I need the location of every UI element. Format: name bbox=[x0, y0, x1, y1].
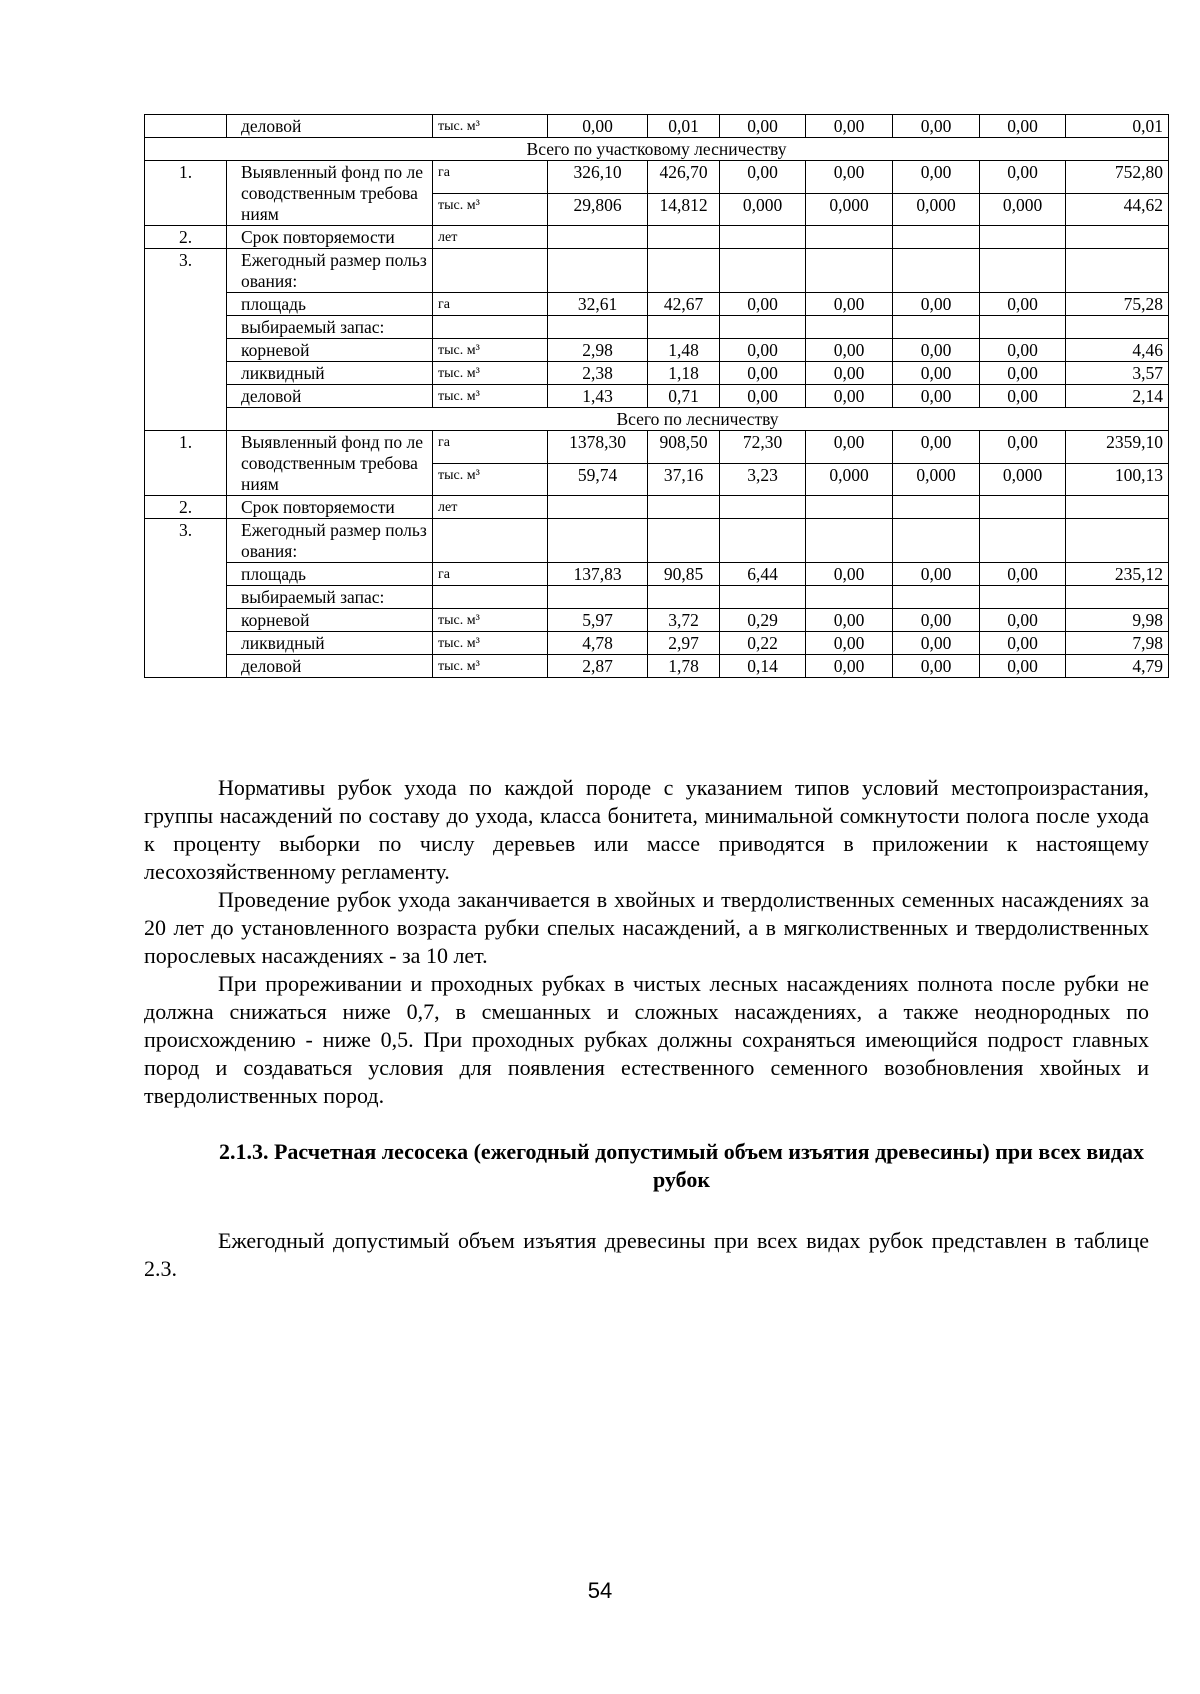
value-cell: 4,79 bbox=[1066, 655, 1169, 678]
value-cell: 908,50 bbox=[648, 431, 720, 464]
empty-cell bbox=[648, 226, 720, 249]
value-cell: 2,98 bbox=[548, 339, 648, 362]
empty-cell bbox=[548, 586, 648, 609]
empty-cell bbox=[648, 519, 720, 563]
section-title: Всего по участковому лесничеству bbox=[145, 138, 1169, 161]
value-cell: 0,00 bbox=[980, 385, 1066, 408]
table-row bbox=[145, 496, 1169, 519]
row-index: 3. bbox=[145, 519, 227, 678]
empty-cell bbox=[145, 115, 227, 138]
empty-cell bbox=[720, 226, 806, 249]
table-row bbox=[145, 431, 1169, 464]
value-cell: 9,98 bbox=[1066, 609, 1169, 632]
value-cell: 0,00 bbox=[720, 293, 806, 316]
row-index: 2. bbox=[145, 226, 227, 249]
value-cell: 0,00 bbox=[806, 115, 893, 138]
empty-cell bbox=[1066, 249, 1169, 293]
value-cell: 7,98 bbox=[1066, 632, 1169, 655]
value-cell: 0,01 bbox=[648, 115, 720, 138]
value-cell: 0,00 bbox=[980, 339, 1066, 362]
value-cell: 0,000 bbox=[806, 463, 893, 496]
empty-cell bbox=[806, 586, 893, 609]
page-number: 54 bbox=[587, 1578, 613, 1603]
section-title: Всего по лесничеству bbox=[227, 408, 1169, 431]
value-cell: 0,00 bbox=[980, 115, 1066, 138]
table-row bbox=[145, 586, 1169, 609]
row-label: Срок повторяемости bbox=[227, 226, 433, 249]
row-index: 2. bbox=[145, 496, 227, 519]
table-row bbox=[145, 655, 1169, 678]
value-cell: 32,61 bbox=[548, 293, 648, 316]
empty-cell bbox=[648, 249, 720, 293]
unit-cell: лет bbox=[433, 496, 548, 519]
value-cell: 426,70 bbox=[648, 161, 720, 194]
empty-cell bbox=[548, 316, 648, 339]
empty-cell bbox=[648, 586, 720, 609]
value-cell: 2359,10 bbox=[1066, 431, 1169, 464]
value-cell: 0,00 bbox=[806, 431, 893, 464]
value-cell: 0,00 bbox=[980, 362, 1066, 385]
unit-cell: тыс. м³ bbox=[433, 362, 548, 385]
empty-cell bbox=[980, 519, 1066, 563]
unit-cell: га bbox=[433, 431, 548, 464]
row-label: ликвидный bbox=[227, 632, 433, 655]
row-label: Ежегодный размер пользования: bbox=[227, 519, 433, 563]
empty-cell bbox=[648, 316, 720, 339]
value-cell: 0,00 bbox=[893, 339, 980, 362]
value-cell: 3,57 bbox=[1066, 362, 1169, 385]
paragraph-annual-volume: Ежегодный допустимый объем изъятия древесины при всех видах рубок представлен в таблице 2.3. bbox=[144, 1228, 1149, 1281]
empty-cell bbox=[893, 496, 980, 519]
value-cell: 0,29 bbox=[720, 609, 806, 632]
value-cell: 44,62 bbox=[1066, 193, 1169, 226]
empty-cell bbox=[1066, 316, 1169, 339]
value-cell: 0,00 bbox=[893, 431, 980, 464]
table-row bbox=[145, 609, 1169, 632]
unit-cell: га bbox=[433, 563, 548, 586]
empty-cell bbox=[720, 249, 806, 293]
value-cell: 0,00 bbox=[806, 385, 893, 408]
value-cell: 6,44 bbox=[720, 563, 806, 586]
value-cell: 0,00 bbox=[980, 293, 1066, 316]
section-header-row bbox=[145, 138, 1169, 161]
value-cell: 90,85 bbox=[648, 563, 720, 586]
value-cell: 5,97 bbox=[548, 609, 648, 632]
table-body bbox=[145, 115, 1169, 678]
value-cell: 1,18 bbox=[648, 362, 720, 385]
value-cell: 0,00 bbox=[720, 115, 806, 138]
unit-cell: тыс. м³ bbox=[433, 632, 548, 655]
empty-cell bbox=[893, 586, 980, 609]
empty-cell bbox=[548, 496, 648, 519]
value-cell: 0,00 bbox=[980, 161, 1066, 194]
value-cell: 0,00 bbox=[720, 362, 806, 385]
unit-cell: тыс. м³ bbox=[433, 609, 548, 632]
value-cell: 2,38 bbox=[548, 362, 648, 385]
empty-cell bbox=[980, 249, 1066, 293]
empty-cell bbox=[893, 519, 980, 563]
value-cell: 14,812 bbox=[648, 193, 720, 226]
unit-cell: га bbox=[433, 161, 548, 194]
empty-cell bbox=[806, 519, 893, 563]
value-cell: 0,00 bbox=[893, 655, 980, 678]
value-cell: 326,10 bbox=[548, 161, 648, 194]
unit-cell: тыс. м³ bbox=[433, 463, 548, 496]
table-row bbox=[145, 293, 1169, 316]
value-cell: 72,30 bbox=[720, 431, 806, 464]
section-heading: 2.1.3. Расчетная лесосека (ежегодный допустимый объем изъятия древесины) при всех видах рубок bbox=[218, 1139, 1145, 1192]
table-row bbox=[145, 161, 1169, 194]
value-cell: 3,23 bbox=[720, 463, 806, 496]
value-cell: 100,13 bbox=[1066, 463, 1169, 496]
empty-cell bbox=[806, 496, 893, 519]
value-cell: 0,00 bbox=[806, 362, 893, 385]
empty-cell bbox=[433, 249, 548, 293]
value-cell: 0,000 bbox=[893, 193, 980, 226]
value-cell: 0,00 bbox=[893, 161, 980, 194]
value-cell: 1,48 bbox=[648, 339, 720, 362]
value-cell: 2,97 bbox=[648, 632, 720, 655]
section-header-row bbox=[145, 408, 1169, 431]
value-cell: 29,806 bbox=[548, 193, 648, 226]
empty-cell bbox=[548, 249, 648, 293]
unit-cell: тыс. м³ bbox=[433, 385, 548, 408]
value-cell: 2,14 bbox=[1066, 385, 1169, 408]
value-cell: 0,00 bbox=[720, 385, 806, 408]
value-cell: 0,00 bbox=[720, 339, 806, 362]
empty-cell bbox=[806, 249, 893, 293]
value-cell: 37,16 bbox=[648, 463, 720, 496]
value-cell: 0,00 bbox=[893, 385, 980, 408]
paragraph-completion: Проведение рубок ухода заканчивается в хвойных и твердолиственных семенных насаждениях за 20 лет до установленного возраста рубки спелых насаждений, а в мягколиственных и твердолиственных порослевых насаждениях - за 10 лет. bbox=[144, 887, 1149, 968]
value-cell: 2,87 bbox=[548, 655, 648, 678]
empty-cell bbox=[433, 586, 548, 609]
empty-cell bbox=[720, 586, 806, 609]
table-row bbox=[145, 519, 1169, 563]
empty-cell bbox=[980, 496, 1066, 519]
value-cell: 0,00 bbox=[893, 609, 980, 632]
value-cell: 1,78 bbox=[648, 655, 720, 678]
empty-cell bbox=[720, 519, 806, 563]
value-cell: 0,000 bbox=[720, 193, 806, 226]
logging-table bbox=[144, 114, 1169, 678]
value-cell: 0,00 bbox=[806, 563, 893, 586]
row-index: 1. bbox=[145, 161, 227, 226]
empty-cell bbox=[980, 226, 1066, 249]
empty-cell bbox=[1066, 496, 1169, 519]
empty-cell bbox=[806, 226, 893, 249]
value-cell: 0,00 bbox=[893, 563, 980, 586]
value-cell: 0,00 bbox=[980, 655, 1066, 678]
empty-cell bbox=[720, 316, 806, 339]
value-cell: 0,01 bbox=[1066, 115, 1169, 138]
paragraph-thinning: При прореживании и проходных рубках в чистых лесных насаждениях полнота после рубки не должна снижаться ниже 0,7, в смешанных и сложных насаждениях, а также неоднородных по происхождению - ниже 0,5. При проходных рубках должны сохраняться имеющийся подрост главных пород и создаваться условия для появления естественного семенного возобновления хвойных и твердолиственных пород. bbox=[144, 971, 1149, 1108]
value-cell: 1378,30 bbox=[548, 431, 648, 464]
empty-cell bbox=[433, 519, 548, 563]
value-cell: 0,000 bbox=[980, 193, 1066, 226]
value-cell: 0,00 bbox=[980, 609, 1066, 632]
row-index: 1. bbox=[145, 431, 227, 496]
row-label: Выявленный фонд по лесоводственным требованиям bbox=[227, 161, 433, 226]
value-cell: 0,00 bbox=[806, 632, 893, 655]
value-cell: 75,28 bbox=[1066, 293, 1169, 316]
table-row bbox=[145, 563, 1169, 586]
value-cell: 0,22 bbox=[720, 632, 806, 655]
row-label: деловой bbox=[227, 385, 433, 408]
empty-cell bbox=[980, 316, 1066, 339]
empty-cell bbox=[1066, 226, 1169, 249]
value-cell: 0,000 bbox=[893, 463, 980, 496]
value-cell: 3,72 bbox=[648, 609, 720, 632]
empty-cell bbox=[548, 519, 648, 563]
unit-cell: га bbox=[433, 293, 548, 316]
row-label: Выявленный фонд по лесоводственным требованиям bbox=[227, 431, 433, 496]
empty-cell bbox=[806, 316, 893, 339]
table-row bbox=[145, 632, 1169, 655]
value-cell: 0,000 bbox=[980, 463, 1066, 496]
value-cell: 0,00 bbox=[893, 632, 980, 655]
value-cell: 0,00 bbox=[806, 339, 893, 362]
value-cell: 235,12 bbox=[1066, 563, 1169, 586]
table-row bbox=[145, 316, 1169, 339]
unit-cell: лет bbox=[433, 226, 548, 249]
empty-cell bbox=[893, 226, 980, 249]
value-cell: 4,78 bbox=[548, 632, 648, 655]
value-cell: 1,43 bbox=[548, 385, 648, 408]
empty-cell bbox=[433, 316, 548, 339]
row-label: ликвидный bbox=[227, 362, 433, 385]
table-row bbox=[145, 385, 1169, 408]
value-cell: 752,80 bbox=[1066, 161, 1169, 194]
value-cell: 0,00 bbox=[893, 362, 980, 385]
value-cell: 4,46 bbox=[1066, 339, 1169, 362]
value-cell: 0,00 bbox=[893, 293, 980, 316]
unit-cell: тыс. м³ bbox=[433, 339, 548, 362]
empty-cell bbox=[893, 249, 980, 293]
value-cell: 0,14 bbox=[720, 655, 806, 678]
value-cell: 0,00 bbox=[720, 161, 806, 194]
value-cell: 0,00 bbox=[980, 431, 1066, 464]
row-label: площадь bbox=[227, 563, 433, 586]
empty-cell bbox=[980, 586, 1066, 609]
row-label: деловой bbox=[227, 655, 433, 678]
row-label: Срок повторяемости bbox=[227, 496, 433, 519]
row-label: корневой bbox=[227, 609, 433, 632]
value-cell: 0,71 bbox=[648, 385, 720, 408]
paragraph-norms: Нормативы рубок ухода по каждой породе с указанием типов условий местопроизрастания, группы насаждений по составу до ухода, класса бонитета, минимальной сомкнутости полога после ухода к проценту выборки по числу деревьев или массе приводятся в приложении к настоящему лесохозяйственному регламенту. bbox=[144, 775, 1149, 884]
value-cell: 137,83 bbox=[548, 563, 648, 586]
empty-cell bbox=[893, 316, 980, 339]
value-cell: 0,00 bbox=[806, 655, 893, 678]
table-row bbox=[145, 362, 1169, 385]
empty-cell bbox=[1066, 519, 1169, 563]
row-label: деловой bbox=[227, 115, 433, 138]
table-row bbox=[145, 115, 1169, 138]
value-cell: 0,00 bbox=[806, 293, 893, 316]
value-cell: 0,000 bbox=[806, 193, 893, 226]
value-cell: 0,00 bbox=[548, 115, 648, 138]
row-label: выбираемый запас: bbox=[227, 316, 433, 339]
row-label: выбираемый запас: bbox=[227, 586, 433, 609]
unit-cell: тыс. м³ bbox=[433, 655, 548, 678]
value-cell: 0,00 bbox=[980, 563, 1066, 586]
table-row bbox=[145, 339, 1169, 362]
table-row bbox=[145, 226, 1169, 249]
row-label: корневой bbox=[227, 339, 433, 362]
empty-cell bbox=[548, 226, 648, 249]
empty-cell bbox=[648, 496, 720, 519]
empty-cell bbox=[1066, 586, 1169, 609]
row-index: 3. bbox=[145, 249, 227, 431]
table-row bbox=[145, 249, 1169, 293]
value-cell: 0,00 bbox=[806, 161, 893, 194]
value-cell: 0,00 bbox=[980, 632, 1066, 655]
row-label: площадь bbox=[227, 293, 433, 316]
unit-cell: тыс. м³ bbox=[433, 115, 548, 138]
value-cell: 59,74 bbox=[548, 463, 648, 496]
value-cell: 0,00 bbox=[893, 115, 980, 138]
unit-cell: тыс. м³ bbox=[433, 193, 548, 226]
value-cell: 0,00 bbox=[806, 609, 893, 632]
value-cell: 42,67 bbox=[648, 293, 720, 316]
empty-cell bbox=[720, 496, 806, 519]
row-label: Ежегодный размер пользования: bbox=[227, 249, 433, 293]
